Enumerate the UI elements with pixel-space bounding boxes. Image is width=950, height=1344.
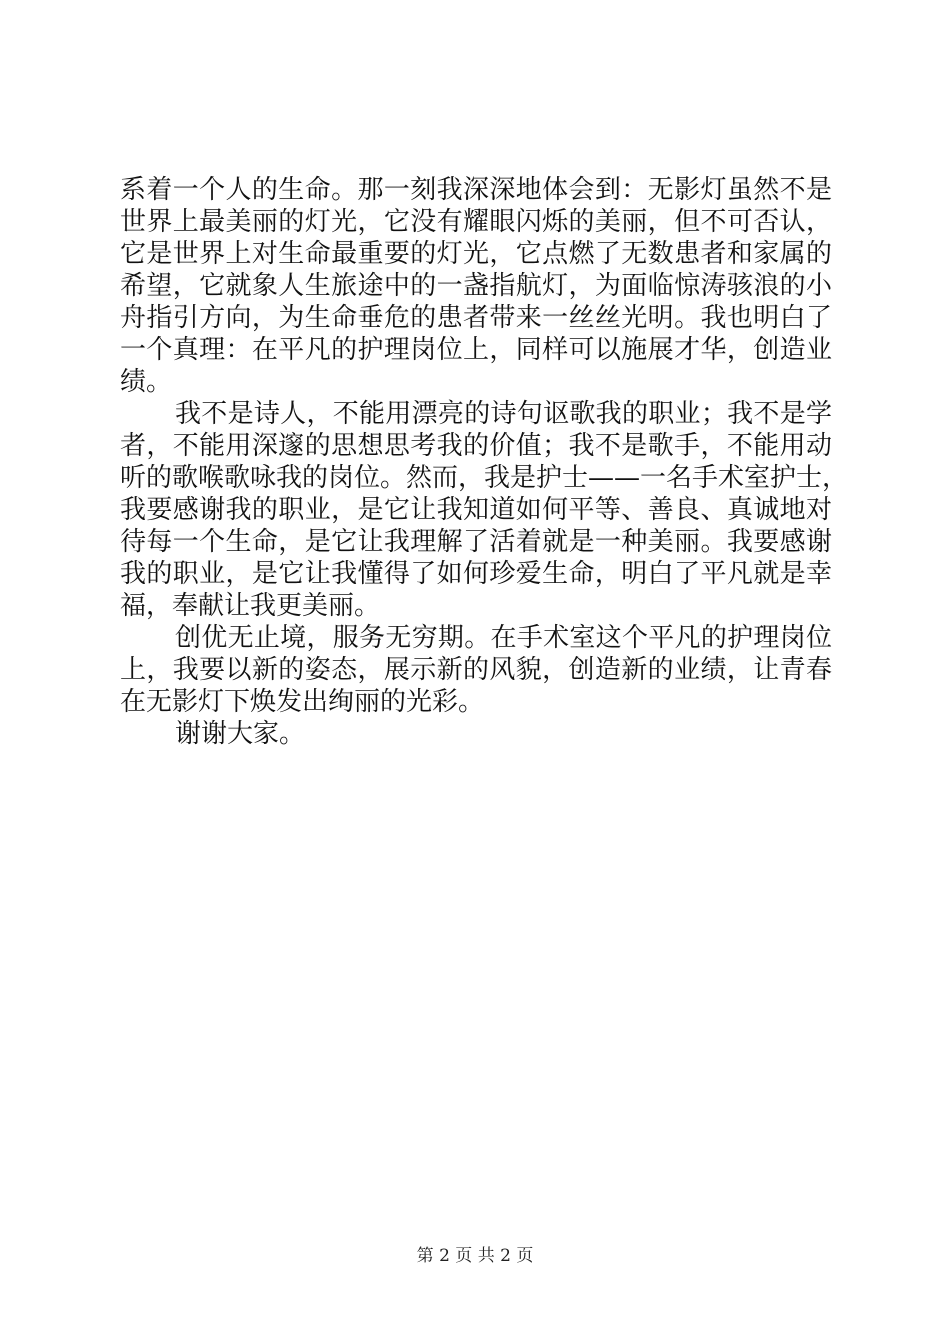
text-line: 系着一个人的生命。那一刻我深深地体会到：无影灯虽然不是 xyxy=(120,175,832,205)
text-line: 我的职业，是它让我懂得了如何珍爱生命，明白了平凡就是幸 xyxy=(120,559,832,589)
text-line: 希望，它就象人生旅途中的一盏指航灯，为面临惊涛骇浪的小 xyxy=(120,271,832,301)
text-line: 世界上最美丽的灯光，它没有耀眼闪烁的美丽，但不可否认， xyxy=(120,207,832,237)
text-line: 上，我要以新的姿态，展示新的风貌，创造新的业绩，让青春 xyxy=(120,655,832,685)
text-line: 我要感谢我的职业，是它让我知道如何平等、善良、真诚地对 xyxy=(120,495,832,525)
text-line: 一个真理：在平凡的护理岗位上，同样可以施展才华，创造业 xyxy=(120,335,832,365)
text-line: 待每一个生命，是它让我理解了活着就是一种美丽。我要感谢 xyxy=(120,527,832,557)
page-number-footer: 第 2 页 共 2 页 xyxy=(416,1246,534,1266)
document-body xyxy=(120,174,849,750)
text-line: 它是世界上对生命最重要的灯光，它点燃了无数患者和家属的 xyxy=(120,239,832,269)
text-line: 创优无止境，服务无穷期。在手术室这个平凡的护理岗位 xyxy=(175,623,832,653)
text-line: 听的歌喉歌咏我的岗位。然而，我是护士——一名手术室护士， xyxy=(120,463,849,493)
text-line: 我不是诗人，不能用漂亮的诗句讴歌我的职业；我不是学 xyxy=(175,399,832,429)
text-line: 舟指引方向，为生命垂危的患者带来一丝丝光明。我也明白了 xyxy=(120,303,832,333)
text-line: 绩。 xyxy=(120,367,173,397)
text-line: 谢谢大家。 xyxy=(175,719,306,749)
text-line: 者，不能用深邃的思想思考我的价值；我不是歌手，不能用动 xyxy=(120,431,832,461)
text-line: 福，奉献让我更美丽。 xyxy=(120,591,381,621)
text-line: 在无影灯下焕发出绚丽的光彩。 xyxy=(120,687,485,717)
